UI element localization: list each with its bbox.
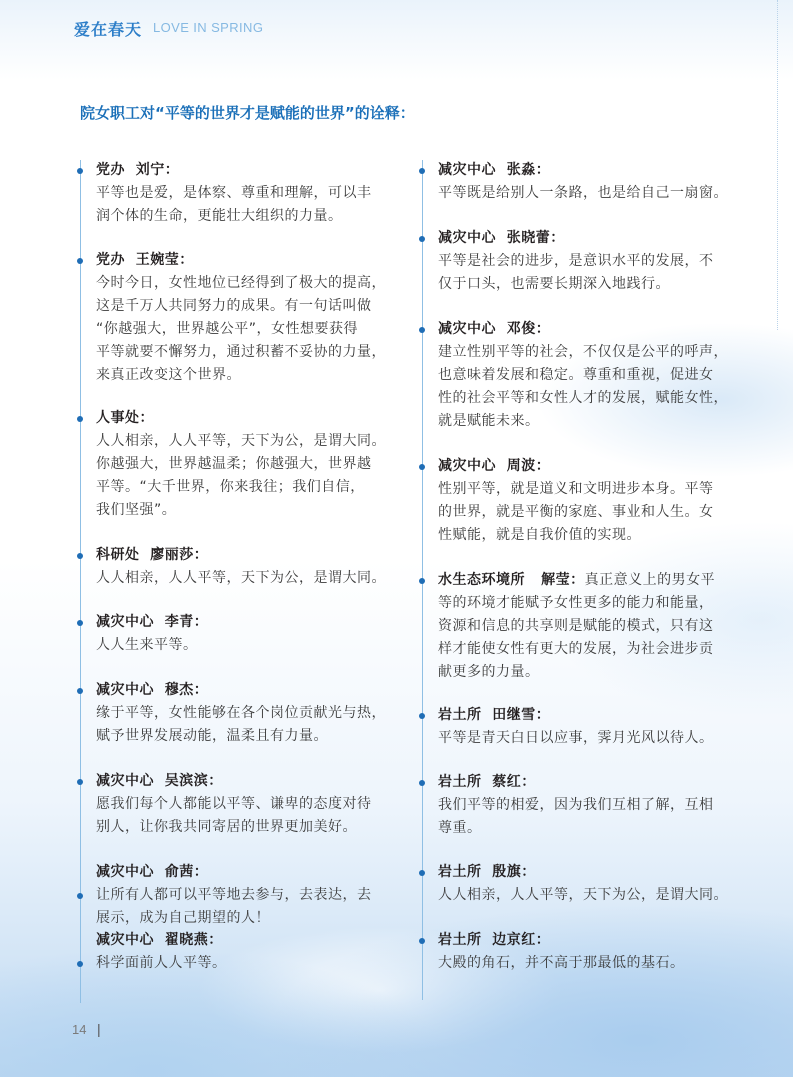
entry-text-line: 愿我们每个人都能以平等、谦卑的态度对待 (96, 796, 372, 812)
entry-text-line: 也意味着发展和稳定。尊重和重视，促进女 (438, 367, 714, 383)
entry-text-line: 就是赋能未来。 (438, 413, 540, 429)
entry-name: 党办 王婉莹： (96, 252, 194, 268)
entry-text-line: 等的环境才能赋予女性更多的能力和能量， (438, 595, 714, 611)
magazine-title-cn: 爱在春天 (74, 20, 143, 39)
timeline-dot (77, 258, 83, 264)
entry-name: 减灾中心 俞茜： (96, 864, 209, 880)
timeline-dot (419, 870, 425, 876)
entry-text-line: 平等。“大千世界，你来我往；我们自信， (96, 479, 365, 495)
edge-dotted-line (777, 0, 778, 330)
timeline-dot (77, 168, 83, 174)
entry-inline-text: 真正意义上的男女平 (584, 572, 716, 588)
entry-text-line: 润个体的生命，更能壮大组织的力量。 (96, 208, 343, 224)
left-entry-7 (96, 770, 372, 839)
right-entry-3 (438, 318, 728, 433)
entry-text-line: 尊重。 (438, 820, 482, 836)
entry-name: 党办 刘宁： (96, 162, 180, 178)
entry-name: 减灾中心 穆杰： (96, 682, 209, 698)
entry-text-line: 仅于口头，也需要长期深入地践行。 (438, 276, 670, 292)
article-title: 院女职工对“平等的世界才是赋能的世界”的诠释： (80, 104, 415, 122)
timeline-dot (77, 893, 83, 899)
entry-text-line: 这是千万人共同努力的成果。有一句话叫做 (96, 298, 372, 314)
entry-text-line: 科学面前人人平等。 (96, 955, 227, 971)
right-entry-6 (438, 704, 714, 750)
timeline-dot (77, 688, 83, 694)
magazine-title-en: LOVE IN SPRING (153, 20, 264, 35)
entry-text-line: 平等是青天白日以应事，霁月光风以待人。 (438, 730, 714, 746)
left-entry-4 (96, 544, 386, 590)
entry-name: 水生态环境所 解莹： (438, 572, 585, 588)
right-entry-4 (438, 455, 714, 547)
entry-text-line: 平等也是爱，是体察、尊重和理解，可以丰 (96, 185, 372, 201)
entry-name: 岩土所 蔡红： (438, 774, 536, 790)
timeline-dot (77, 779, 83, 785)
entry-text-line: 平等就要不懈努力，通过积蓄不妥协的力量， (96, 344, 386, 360)
entry-text-line: 展示，成为自己期望的人！ (96, 910, 270, 926)
entry-name: 减灾中心 李青： (96, 614, 209, 630)
entry-name: 减灾中心 张晓蕾： (438, 230, 565, 246)
entry-name-line (438, 569, 715, 592)
left-entry-8 (96, 861, 372, 930)
entry-text-line: 的世界，就是平衡的家庭、事业和人生。女 (438, 504, 714, 520)
left-entry-2 (96, 249, 386, 387)
entry-text-line: 让所有人都可以平等地去参与，去表达，去 (96, 887, 372, 903)
entry-text-line: 我们平等的相爱，因为我们互相了解，互相 (438, 797, 714, 813)
timeline-dot (419, 236, 425, 242)
entry-text-line: 人人相亲，人人平等，天下为公，是谓大同。 (96, 433, 386, 449)
right-entry-7 (438, 771, 714, 840)
timeline-line (80, 160, 81, 1003)
entry-name: 人事处： (96, 410, 154, 426)
left-entry-9 (96, 929, 227, 975)
timeline-dot (77, 553, 83, 559)
entry-name: 减灾中心 张淼： (438, 162, 551, 178)
entry-text-line: 大殿的角石，并不高于那最低的基石。 (438, 955, 685, 971)
entry-text-line: 资源和信息的共享则是赋能的模式，只有这 (438, 618, 714, 634)
left-entry-6 (96, 679, 386, 748)
entry-name: 岩土所 殷旗： (438, 864, 536, 880)
timeline-dot (419, 168, 425, 174)
timeline-dot (419, 464, 425, 470)
timeline-dot (419, 938, 425, 944)
timeline-dot (419, 713, 425, 719)
entry-text-line: 性的社会平等和女性人才的发展，赋能女性， (438, 390, 728, 406)
entry-text-line: 你越强大，世界越温柔；你越强大，世界越 (96, 456, 372, 472)
right-entry-9 (438, 929, 685, 975)
entry-text-line: 样才能使女性有更大的发展，为社会进步贡 (438, 641, 714, 657)
left-entry-1 (96, 159, 372, 228)
page-number-separator: | (97, 1021, 101, 1037)
entry-text-line: 人人相亲，人人平等，天下为公，是谓大同。 (96, 570, 386, 586)
entry-text-line: 性赋能，就是自我价值的实现。 (438, 527, 641, 543)
entry-text-line: 赋予世界发展动能，温柔且有力量。 (96, 728, 328, 744)
entry-text-line: 人人生来平等。 (96, 637, 198, 653)
entry-text-line: “你越强大，世界越公平”，女性想要获得 (96, 321, 359, 337)
entry-text-line: 我们坚强”。 (96, 502, 177, 518)
entry-text-line: 献更多的力量。 (438, 664, 540, 680)
right-column (422, 0, 728, 1077)
right-entry-2 (438, 227, 714, 296)
right-entry-1 (438, 159, 728, 205)
entry-text-line: 平等既是给别人一条路，也是给自己一扇窗。 (438, 185, 728, 201)
entry-text-line: 别人，让你我共同寄居的世界更加美好。 (96, 819, 357, 835)
timeline-dot (419, 578, 425, 584)
entry-text-line: 缘于平等，女性能够在各个岗位贡献光与热， (96, 705, 386, 721)
entry-text-line: 人人相亲，人人平等，天下为公，是谓大同。 (438, 887, 728, 903)
entry-text-line: 平等是社会的进步，是意识水平的发展，不 (438, 253, 714, 269)
right-entry-5 (438, 569, 715, 684)
timeline-dot (77, 961, 83, 967)
entry-name: 减灾中心 吴滨滨： (96, 773, 223, 789)
entry-name: 岩土所 田继雪： (438, 707, 551, 723)
timeline-dot (77, 416, 83, 422)
timeline-dot (419, 780, 425, 786)
entry-name: 科研处 廖丽莎： (96, 547, 209, 563)
entry-name: 减灾中心 翟晓燕： (96, 932, 223, 948)
entry-text-line: 建立性别平等的社会，不仅仅是公平的呼声， (438, 344, 728, 360)
left-entry-3 (96, 407, 386, 522)
left-entry-5 (96, 611, 208, 657)
timeline-dot (419, 327, 425, 333)
right-entry-8 (438, 861, 728, 907)
timeline-dot (77, 620, 83, 626)
entry-name: 岩土所 边京红： (438, 932, 551, 948)
entry-text-line: 性别平等，就是道义和文明进步本身。平等 (438, 481, 714, 497)
entry-text-line: 来真正改变这个世界。 (96, 367, 241, 383)
entry-text-line: 今时今日，女性地位已经得到了极大的提高， (96, 275, 386, 291)
page-number: 14 (72, 1022, 87, 1037)
entry-name: 减灾中心 周波： (438, 458, 551, 474)
entry-name: 减灾中心 邓俊： (438, 321, 551, 337)
